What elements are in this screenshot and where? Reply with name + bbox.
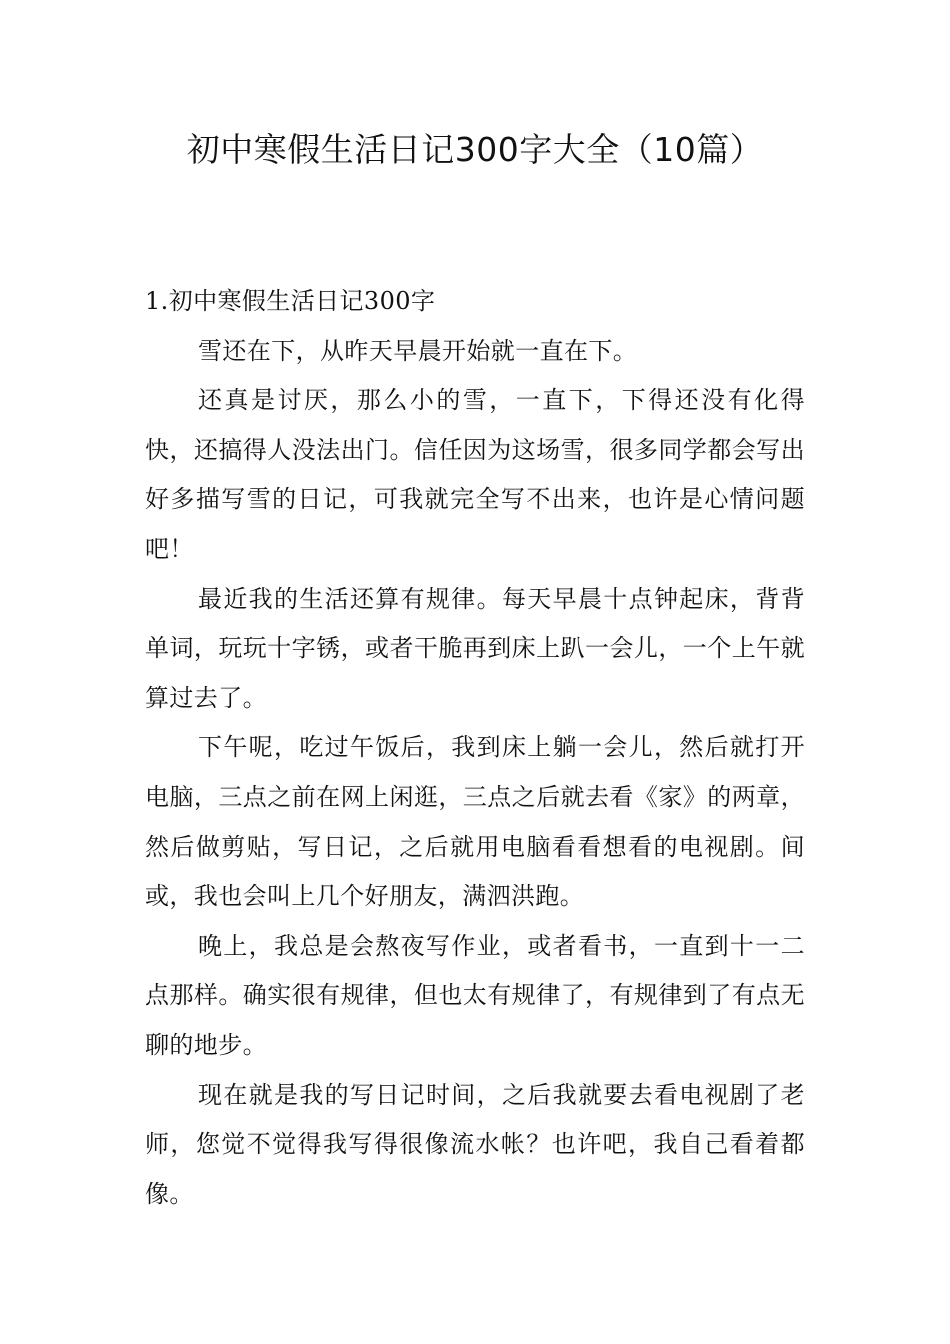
paragraph-6: 现在就是我的写日记时间，之后我就要去看电视剧了老师，您觉不觉得我写得很像流水帐？也许吧，我自己看着都像。 <box>145 1080 805 1208</box>
section-heading: 1.初中寒假生活日记300字 <box>145 287 436 315</box>
paragraph-5: 晚上，我总是会熬夜写作业，或者看书，一直到十一二点那样。确实很有规律，但也太有规律了，有规律到了有点无聊的地步。 <box>145 931 805 1059</box>
paragraph-1: 雪还在下，从昨天早晨开始就一直在下。 <box>198 336 638 365</box>
paragraph-3: 最近我的生活还算有规律。每天早晨十点钟起床，背背单词，玩玩十字锈，或者干脆再到床上趴一会儿，一个上午就算过去了。 <box>145 584 805 712</box>
document-title: 初中寒假生活日记300字大全（10篇） <box>186 130 764 169</box>
paragraph-4: 下午呢，吃过午饭后，我到床上躺一会儿，然后就打开电脑，三点之前在网上闲逛，三点之后就去看《家》的两章，然后做剪贴，写日记，之后就用电脑看看想看的电视剧。间或，我也会叫上几个好朋友，满泗洪跑。 <box>145 733 805 911</box>
document-body <box>145 277 805 1219</box>
paragraph-2: 还真是讨厌，那么小的雪，一直下，下得还没有化得快，还搞得人没法出门。信任因为这场雪，很多同学都会写出好多描写雪的日记，可我就完全写不出来，也许是心情问题吧！ <box>145 386 805 563</box>
